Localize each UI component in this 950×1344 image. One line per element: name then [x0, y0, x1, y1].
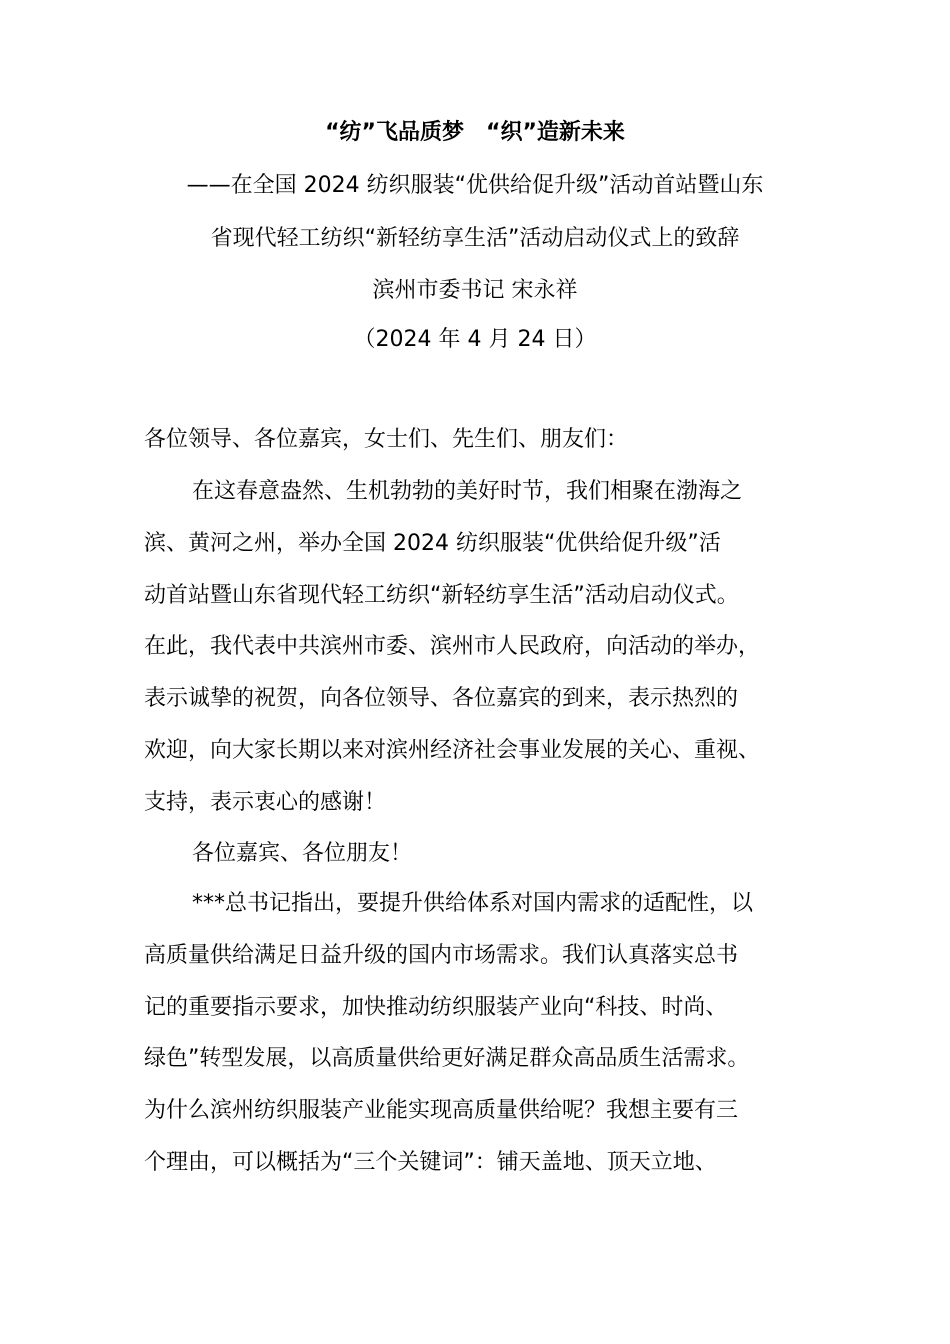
- subtitle-line-1: ——在全国 2024 纺织服装“优供给促升级”活动首站暨山东: [186, 173, 764, 198]
- body-line: 个理由，可以概括为“三个关键词”：铺天盖地、顶天立地、: [144, 1150, 717, 1175]
- body-line: 为什么滨州纺织服装产业能实现高质量供给呢？我想主要有三: [144, 1098, 739, 1123]
- body-line: ***总书记指出，要提升供给体系对国内需求的适配性，以: [192, 891, 754, 916]
- document-title: “纺”飞品质梦 “织”造新未来: [325, 120, 625, 145]
- salutation-line: 各位领导、各位嘉宾，女士们、先生们、朋友们：: [144, 427, 629, 452]
- body-line: 动首站暨山东省现代轻工纺织“新轻纺享生活”活动启动仪式。: [144, 583, 739, 608]
- date-line: （2024 年 4 月 24 日）: [353, 327, 597, 352]
- subtitle-line-2: 省现代轻工纺织“新轻纺享生活”活动启动仪式上的致辞: [210, 226, 740, 251]
- body-line: 绿色”转型发展，以高质量供给更好满足群众高品质生活需求。: [144, 1046, 750, 1071]
- body-line: 高质量供给满足日益升级的国内市场需求。我们认真落实总书: [144, 943, 739, 968]
- body-line: 欢迎，向大家长期以来对滨州经济社会事业发展的关心、重视、: [144, 738, 761, 763]
- body-line: 记的重要指示要求，加快推动纺织服装产业向“科技、时尚、: [144, 995, 728, 1020]
- body-line: 支持，表示衷心的感谢！: [144, 790, 387, 815]
- body-line: 滨、黄河之州，举办全国 2024 纺织服装“优供给促升级”活: [144, 531, 721, 556]
- body-line: 表示诚挚的祝贺，向各位领导、各位嘉宾的到来，表示热烈的: [144, 686, 739, 711]
- body-line: 在这春意盎然、生机勃勃的美好时节，我们相聚在渤海之: [192, 479, 743, 504]
- body-line: 在此，我代表中共滨州市委、滨州市人民政府，向活动的举办，: [144, 634, 761, 659]
- body-line: 各位嘉宾、各位朋友！: [192, 841, 413, 866]
- author-line: 滨州市委书记 宋永祥: [372, 278, 578, 303]
